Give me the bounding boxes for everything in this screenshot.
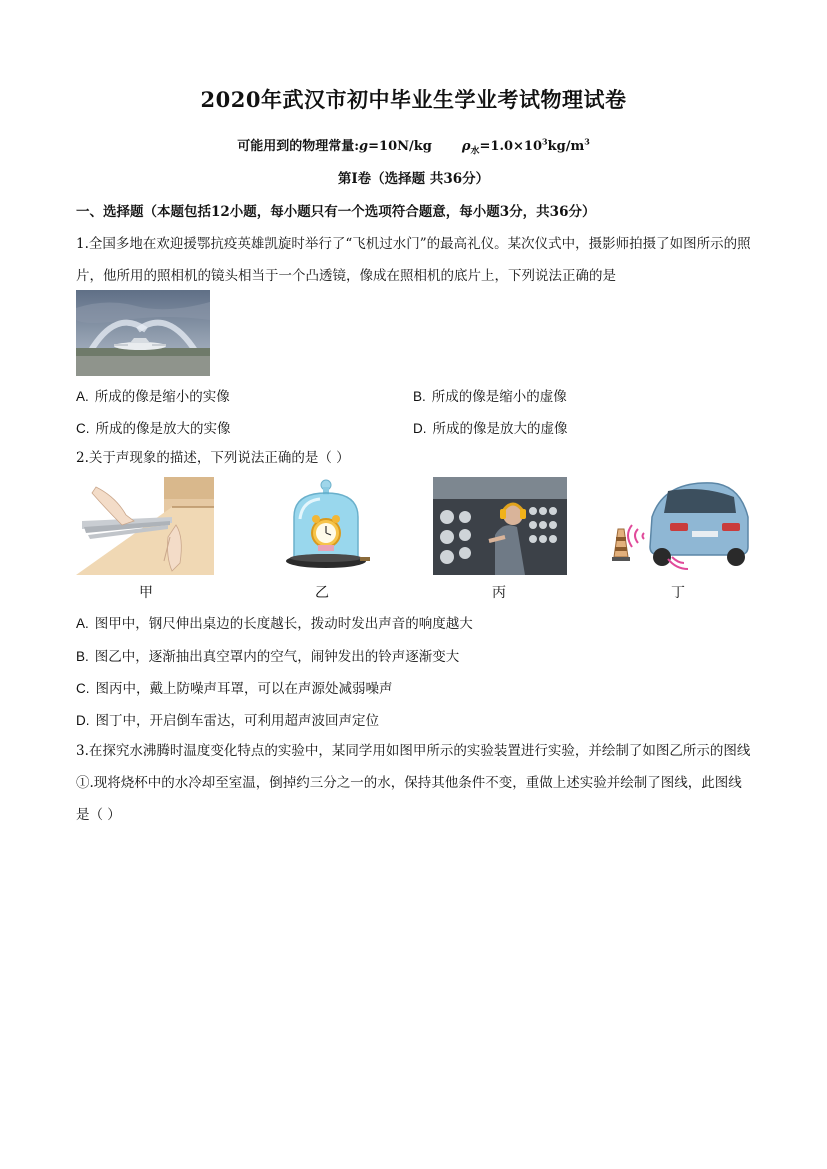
q1-option-b[interactable] xyxy=(413,385,567,405)
rho-unit: kg/m xyxy=(547,139,585,154)
factory-ear-muffs-photo xyxy=(433,477,567,575)
figure-caption-yi: 乙 xyxy=(315,585,329,601)
option-label: C. xyxy=(76,681,90,696)
steel-ruler-figure xyxy=(76,477,214,575)
q2-option-b[interactable] xyxy=(76,645,459,665)
rho-exponent: 3 xyxy=(542,136,548,147)
question-1-text: 1.全国多地在欢迎援鄂抗疫英雄凯旋时举行了“飞机过水门”的最高礼仪。某次仪式中，摄影师拍摄了如图所示的照片，他所用的照相机的镜头相当于一个凸透镜，像成在照相机的底片上，下列说法正确的是 xyxy=(76,236,751,284)
g-value: =10N/kg xyxy=(368,139,432,154)
option-text: 所成的像是缩小的虚像 xyxy=(431,389,567,405)
constants-prefix: 可能用到的物理常量: xyxy=(237,139,360,154)
physical-constants xyxy=(0,135,827,157)
option-text: 图丁中，开启倒车雷达，可利用超声波回声定位 xyxy=(95,713,379,729)
rho-symbol: ρ xyxy=(461,139,471,154)
option-text: 所成的像是缩小的实像 xyxy=(94,389,230,405)
rho-subscript: 水 xyxy=(470,146,480,157)
option-label: A. xyxy=(76,389,89,404)
bell-jar-alarm-clock-figure xyxy=(280,477,372,575)
option-text: 图乙中，逐渐抽出真空罩内的空气，闹钟发出的铃声逐渐变大 xyxy=(94,649,460,665)
question-2-text: 2.关于声现象的描述，下列说法正确的是（ ） xyxy=(76,450,350,466)
option-text: 所成的像是放大的虚像 xyxy=(432,421,568,437)
option-text: 图丙中，戴上防噪声耳罩，可以在声源处减弱噪声 xyxy=(95,681,393,697)
option-label: D. xyxy=(413,421,427,436)
rho-unit-exponent: 3 xyxy=(584,136,590,147)
airplane-water-salute-photo xyxy=(76,290,210,376)
option-text: 图甲中，钢尺伸出桌边的长度越长，拨动时发出声音的响度越大 xyxy=(94,616,473,632)
figure-caption-bing: 丙 xyxy=(492,585,506,601)
option-label: B. xyxy=(413,389,426,404)
reversing-radar-car-figure xyxy=(612,477,752,575)
option-label: D. xyxy=(76,713,90,728)
figure-caption-ding: 丁 xyxy=(671,585,685,601)
option-label: C. xyxy=(76,421,90,436)
q1-option-a[interactable] xyxy=(76,385,230,405)
q1-option-c[interactable] xyxy=(76,417,231,437)
q2-option-c[interactable] xyxy=(76,677,393,697)
rho-value: =1.0×10 xyxy=(479,139,543,154)
section-title: 一、选择题（本题包括12小题，每小题只有一个选项符合题意，每小题3分，共36分） xyxy=(76,204,596,220)
figure-caption-jia: 甲 xyxy=(139,585,153,601)
g-symbol: g xyxy=(359,139,369,154)
option-label: B. xyxy=(76,649,89,664)
option-label: A. xyxy=(76,616,89,631)
q2-option-d[interactable] xyxy=(76,709,379,729)
question-3-text: 3.在探究水沸腾时温度变化特点的实验中，某同学用如图甲所示的实验装置进行实验，并绘制了如图乙所示的图线①.现将烧杯中的水冷却至室温，倒掉约三分之一的水，保持其他条件不变，重做上述实验并绘制了图线，此图线是（ ） xyxy=(76,743,751,823)
page-title: 2020年武汉市初中毕业生学业考试物理试卷 xyxy=(200,87,627,112)
option-text: 所成的像是放大的实像 xyxy=(95,421,231,437)
q2-option-a[interactable] xyxy=(76,612,473,632)
volume-title: 第Ⅰ卷（选择题 共36分） xyxy=(337,171,490,187)
q1-option-d[interactable] xyxy=(413,417,568,437)
